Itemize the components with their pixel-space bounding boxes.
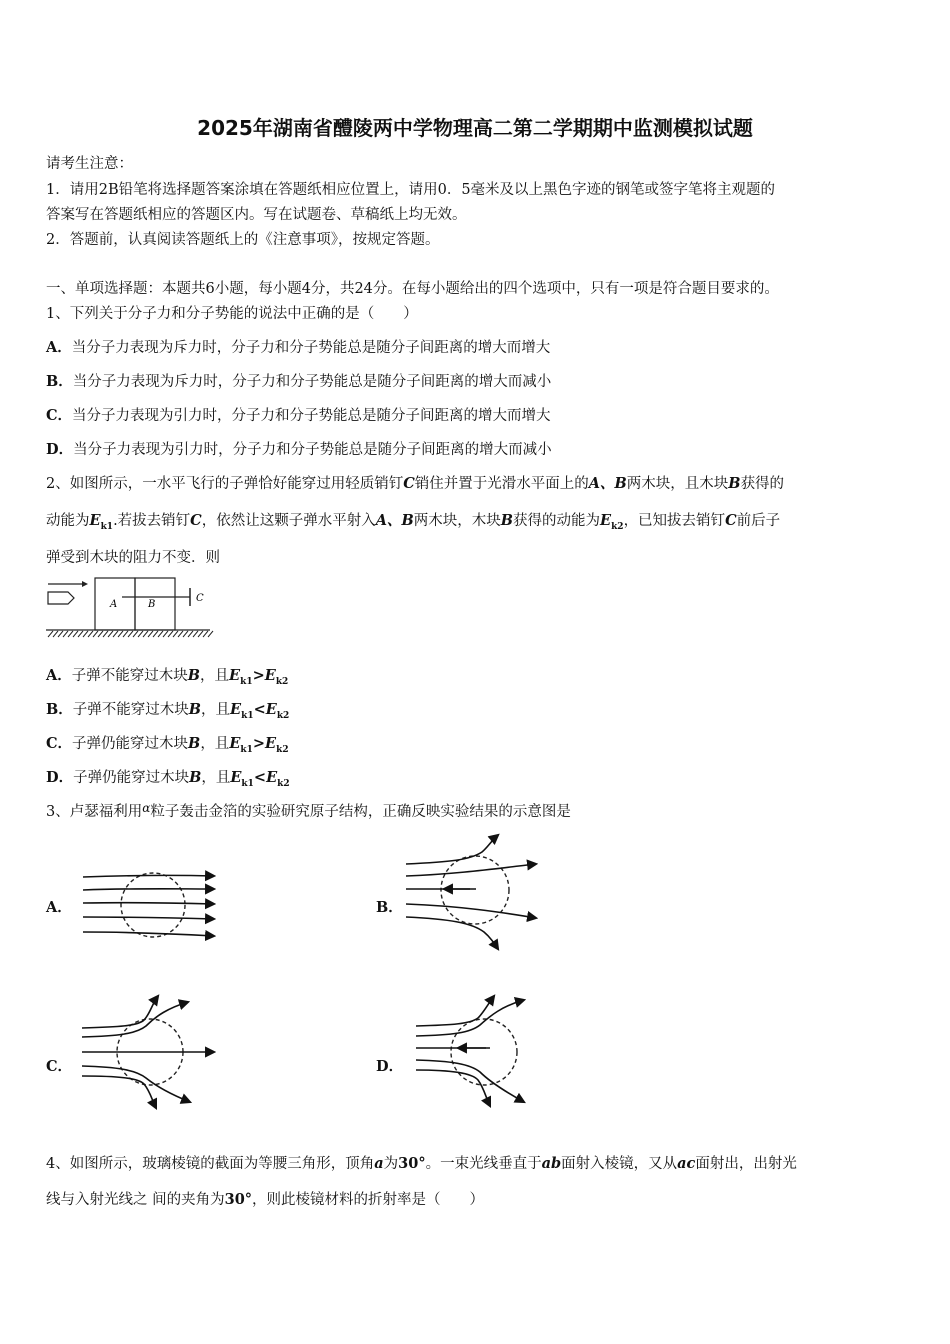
text: 前后子: [736, 513, 781, 529]
sym: E: [230, 769, 242, 786]
section-1-heading: 一、单项选择题：本题共6小题，每小题4分，共24分。在每小题给出的四个选项中，只有一项是符合题目要求的。: [46, 281, 779, 297]
opt-label: B．: [46, 701, 73, 718]
opt-label: C．: [46, 735, 73, 752]
sub: k2: [275, 676, 289, 687]
q1-stem: 1、下列关于分子力和分子势能的说法中正确的是（ ）: [46, 306, 418, 322]
q2-stem-line-1: [46, 472, 784, 493]
text: .若拔去销钉: [113, 513, 191, 529]
sym: C: [403, 475, 415, 492]
text: 面射入棱镜，又从: [561, 1156, 678, 1172]
opt-text: 当分子力表现为引力时，分子力和分子势能总是随分子间距离的增大而增大: [72, 408, 551, 424]
alpha-path: [83, 903, 214, 904]
sym: <: [253, 701, 266, 718]
hatch-mark: [198, 631, 203, 637]
opt-text: 当分子力表现为引力时，分子力和分子势能总是随分子间距离的增大而减小: [73, 442, 552, 458]
opt-label: B．: [46, 373, 73, 390]
hatch-mark: [78, 631, 83, 637]
notice-heading: 请考生注意：: [46, 156, 133, 172]
q3-diagram-c: [78, 990, 228, 1110]
bullet-shape: [48, 592, 74, 604]
sym: E: [265, 701, 277, 718]
hatch-mark: [148, 631, 153, 637]
q3-diagram-b: [400, 830, 550, 952]
sym: E: [265, 735, 277, 752]
hatch-mark: [118, 631, 123, 637]
page-title: 2025年湖南省醴陵两中学物理高二第二学期期中监测模拟试题: [197, 116, 753, 140]
hatch-mark: [83, 631, 88, 637]
hatch-mark: [73, 631, 78, 637]
q4-stem-line-1: [46, 1152, 797, 1173]
q1-option-d: [46, 438, 552, 459]
q2-option-d: [46, 766, 290, 789]
q1-option-c: [46, 404, 551, 425]
sym: E: [89, 512, 101, 529]
text: 2、如图所示，一水平飞行的子弹恰好能穿过用轻质销钉: [46, 476, 404, 492]
opt-label: A．: [46, 339, 72, 356]
hatch-mark: [103, 631, 108, 637]
text: 4、如图所示，玻璃棱镜的截面为等腰三角形，顶角: [46, 1156, 375, 1172]
sym: <: [253, 769, 267, 786]
alpha-path: [406, 917, 498, 949]
hatch-mark: [203, 631, 208, 637]
sym: E: [266, 769, 278, 786]
atom-circle: [121, 873, 185, 937]
hatch-mark: [48, 631, 53, 637]
hatch-mark: [58, 631, 63, 637]
sym: E: [229, 735, 241, 752]
notice-line-2: 答案写在答题纸相应的答题区内。写在试题卷、草稿纸上均无效。: [46, 207, 467, 223]
ground-hatch: [48, 631, 213, 637]
sym: ac: [677, 1155, 696, 1172]
hatch-mark: [98, 631, 103, 637]
notice-line-1: 1．请用2B铅笔将选择题答案涂填在答题纸相应位置上，请用0．5毫米及以上黑色字迹的钢笔或签字笔将主观题的: [46, 182, 776, 198]
alpha-path: [83, 889, 214, 890]
block-a-label: A: [110, 599, 118, 610]
opt-text: 子弹仍能穿过木块: [72, 736, 189, 752]
sym: C: [725, 512, 737, 529]
alpha-path: [82, 1002, 188, 1037]
sym: 30°: [224, 1191, 253, 1208]
text: 粒子轰击金箔的实验研究原子结构，正确反映实验结果的示意图是: [150, 804, 571, 820]
opt-label: D．: [46, 769, 74, 786]
sym: E: [600, 512, 612, 529]
sym: B: [188, 701, 202, 718]
sym: B: [500, 512, 513, 529]
pin-c-label: C: [196, 593, 204, 604]
text: ，且: [201, 770, 231, 786]
q2-option-c: [46, 732, 289, 755]
text: 获得的: [740, 476, 785, 492]
atom-circle: [441, 856, 509, 924]
hatch-mark: [68, 631, 73, 637]
sub: k2: [276, 710, 290, 721]
hatch-mark: [168, 631, 173, 637]
hatch-mark: [138, 631, 143, 637]
alpha-path: [416, 1000, 524, 1036]
text: 两木块，木块: [413, 513, 501, 529]
q2-option-a: [46, 664, 288, 687]
hatch-mark: [153, 631, 158, 637]
text: ，依然让这颗子弹水平射入: [201, 513, 376, 529]
text: 获得的动能为: [513, 513, 600, 529]
alpha-path: [416, 1060, 524, 1102]
text: 。一束光线垂直于: [425, 1156, 542, 1172]
q4-stem-line-2: [46, 1188, 484, 1209]
hatch-mark: [133, 631, 138, 637]
sub: k1: [100, 521, 114, 532]
sym: E: [230, 701, 242, 718]
hatch-mark: [183, 631, 188, 637]
hatch-mark: [193, 631, 198, 637]
sym: C: [190, 512, 202, 529]
hatch-mark: [188, 631, 193, 637]
alpha-path: [406, 835, 498, 864]
opt-text: 当分子力表现为斥力时，分子力和分子势能总是随分子间距离的增大而增大: [71, 340, 551, 356]
hatch-mark: [63, 631, 68, 637]
text: 动能为: [46, 513, 90, 529]
opt-text: 当分子力表现为斥力时，分子力和分子势能总是随分子间距离的增大而减小: [72, 374, 552, 390]
text: ，且: [201, 702, 231, 718]
text: 销住并置于光滑水平面上的: [414, 476, 589, 492]
opt-text: 子弹不能穿过木块: [72, 702, 189, 718]
text: ，且: [200, 668, 230, 684]
hatch-mark: [158, 631, 163, 637]
q3-option-b-label: B．: [376, 899, 403, 916]
text: 为: [383, 1156, 399, 1172]
hatch-mark: [123, 631, 128, 637]
notice-line-3: 2．答题前，认真阅读答题纸上的《注意事项》，按规定答题。: [46, 232, 440, 248]
alpha-path: [416, 1070, 490, 1106]
q1-option-b: [46, 370, 551, 391]
alpha-path: [82, 1076, 156, 1108]
alpha-path: [406, 864, 536, 876]
sym: E: [229, 667, 241, 684]
sym: >: [252, 735, 266, 752]
text: 3、卢瑟福利用: [46, 804, 143, 820]
q3-diagram-a: [78, 860, 228, 950]
sym: 30°: [398, 1155, 426, 1172]
sub: k2: [276, 744, 289, 755]
sym: A、B: [588, 475, 627, 492]
alpha-path: [83, 875, 214, 877]
q3-option-c-label: C．: [46, 1058, 73, 1075]
sym: B: [187, 667, 201, 684]
text: 线与入射光线之 间的夹角为: [46, 1192, 225, 1208]
hatch-mark: [208, 631, 213, 637]
hatch-mark: [93, 631, 98, 637]
hatch-mark: [88, 631, 93, 637]
sym: a: [374, 1155, 384, 1172]
sym: ab: [541, 1155, 562, 1172]
hatch-mark: [163, 631, 168, 637]
q2-option-b: [46, 698, 289, 721]
sym: A、B: [375, 512, 414, 529]
sym: E: [264, 667, 276, 684]
alpha-symbol: α: [142, 801, 151, 815]
opt-label: C．: [46, 407, 73, 424]
alpha-path: [416, 996, 494, 1026]
alpha-path: [83, 932, 214, 936]
alpha-path: [83, 917, 214, 919]
hatch-mark: [173, 631, 178, 637]
opt-text: 子弹仍能穿过木块: [73, 770, 190, 786]
alpha-path: [82, 996, 158, 1028]
q3-option-a-label: A．: [46, 899, 72, 916]
block-b-label: B: [148, 599, 156, 610]
sub: k1: [240, 744, 253, 755]
text: 面射出，出射光: [695, 1156, 797, 1172]
sym: B: [188, 735, 201, 752]
hatch-mark: [128, 631, 133, 637]
sub: k1: [240, 676, 253, 687]
text: ，则此棱镜材料的折射率是（ ）: [252, 1192, 485, 1208]
q3-diagram-d: [412, 990, 562, 1110]
q1-option-a: [46, 336, 550, 357]
sym: >: [252, 667, 265, 684]
hatch-mark: [53, 631, 58, 637]
velocity-arrow-head: [82, 581, 88, 587]
sub: k2: [277, 778, 290, 789]
alpha-path: [406, 904, 536, 918]
text: ，已知拔去销钉: [623, 513, 726, 529]
q3-stem: [46, 800, 571, 821]
opt-label: A．: [46, 667, 72, 684]
q3-option-d-label: D．: [376, 1058, 404, 1075]
alpha-path: [82, 1066, 190, 1102]
sub: k1: [241, 778, 254, 789]
q2-figure-blocks: [44, 574, 214, 640]
hatch-mark: [113, 631, 118, 637]
sub: k1: [241, 710, 254, 721]
sym: B: [728, 475, 741, 492]
sym: B: [189, 769, 202, 786]
text: ，且: [200, 736, 230, 752]
sub: k2: [611, 521, 624, 532]
hatch-mark: [143, 631, 148, 637]
opt-label: D．: [46, 441, 74, 458]
text: 两木块，且木块: [626, 476, 729, 492]
q2-stem-line-3: 弹受到木块的阻力不变．则: [46, 550, 220, 566]
q2-stem-line-2: [46, 509, 780, 532]
hatch-mark: [178, 631, 183, 637]
opt-text: 子弹不能穿过木块: [71, 668, 188, 684]
hatch-mark: [108, 631, 113, 637]
